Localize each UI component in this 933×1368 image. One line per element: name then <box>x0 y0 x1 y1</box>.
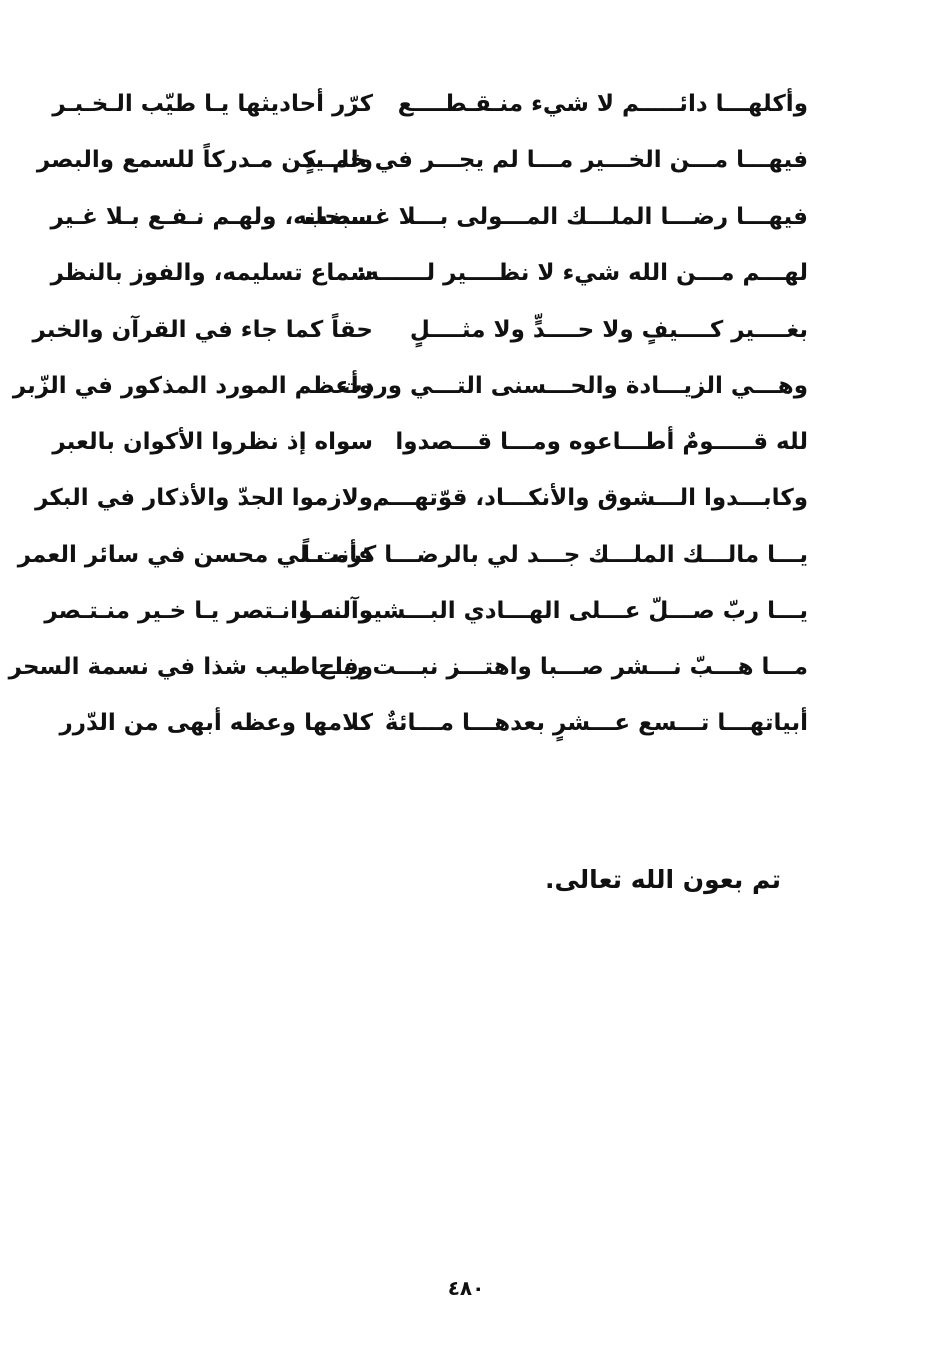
verse-11-second-hemistich: وفاح طيب شذا في نسمة السحر <box>8 654 373 680</box>
verse-1-second-hemistich: كرّر أحاديثها يـا طيّب الـخـبـر <box>52 91 373 117</box>
verse-10-first-hemistich: يـــا ربّ صـــلّ عـــلى الهـــادي البـــشير لنـــا <box>300 598 808 624</box>
verse-5-second-hemistich: حقاً كما جاء في القرآن والخبر <box>32 317 373 343</box>
verse-8-first-hemistich: وكابـــدوا الـــشوق والأنكـــاد، قوّتهـــم <box>372 485 808 511</box>
verse-8-second-hemistich: ولازموا الجدّ والأذكار في البكر <box>35 485 373 511</box>
verse-9-first-hemistich: يـــا مالـــك الملـــك جـــد لي بالرضـــا كرمـــاً <box>302 542 808 568</box>
verse-2-first-hemistich: فيهـــا مـــن الخـــير مـــا لم يجـــر في خلـــدٍ <box>303 147 808 173</box>
verse-row-7 <box>0 422 933 462</box>
verse-row-11 <box>0 647 933 687</box>
verse-7-first-hemistich: لله قـــــومٌ أطـــاعوه ومـــا قـــصدوا <box>395 429 808 455</box>
verse-2-second-hemistich: ولم يكن مـدركاً للسمع والبصر <box>36 147 373 173</box>
verse-10-second-hemistich: وآلـه وانـتصر يـا خـير منـتـصر <box>44 598 373 624</box>
verse-row-4 <box>0 253 933 293</box>
verse-7-second-hemistich: سواه إذ نظروا الأكوان بالعبر <box>52 429 373 455</box>
verse-6-second-hemistich: وأعظم المورد المذكور في الزّبر <box>12 373 373 399</box>
verse-row-12 <box>0 703 933 743</box>
verse-11-first-hemistich: مـــا هـــبّ نـــشر صـــبا واهتـــز نبـــت ربـــا <box>310 654 808 680</box>
verse-row-8 <box>0 478 933 518</box>
page-number: ٤٨٠ <box>447 1276 485 1300</box>
verse-row-5 <box>0 310 933 350</box>
verse-1-first-hemistich: وأكلهـــا دائـــــم لا شيء منـقـطــــع <box>397 91 808 117</box>
verse-3-first-hemistich: فيهـــا رضـــا الملـــك المـــولى بـــلا غـــضب <box>304 204 808 230</box>
verse-row-3 <box>0 197 933 237</box>
verse-row-2 <box>0 140 933 180</box>
verse-12-first-hemistich: أبياتهـــا تـــسع عـــشرٍ بعدهـــا مـــائةٌ <box>384 710 808 736</box>
verse-5-first-hemistich: بغــــير كــــيفٍ ولا حــــدٍّ ولا مثــــلٍ <box>409 317 808 343</box>
verse-3-second-hemistich: سبحانه، ولهـم نـفـع بـلا غـير <box>50 204 373 230</box>
closing-line: تم بعون الله تعالى. <box>545 865 781 894</box>
verse-row-10 <box>0 591 933 631</box>
verse-row-9 <box>0 535 933 575</box>
verse-row-1 <box>0 84 933 124</box>
verse-row-6 <box>0 366 933 406</box>
verse-4-second-hemistich: سماع تسليمه، والفوز بالنظر <box>50 260 373 286</box>
verse-4-first-hemistich: لهـــم مـــن الله شيء لا نظــــير لــــــه: <box>356 260 808 286</box>
verse-12-second-hemistich: كلامها وعظه أبهى من الدّرر <box>59 710 373 736</box>
verse-9-second-hemistich: فأنت لي محسن في سائر العمر <box>17 542 373 568</box>
verse-6-first-hemistich: وهـــي الزيـــادة والحـــسنى التـــي وردت <box>339 373 808 399</box>
